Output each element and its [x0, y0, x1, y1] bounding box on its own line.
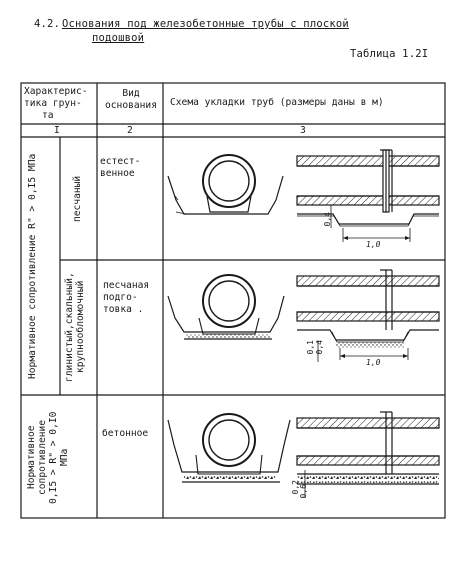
group1-label: Нормативное сопротивление R" > 0,I5 МПа — [27, 153, 38, 379]
row1-width-dim: 1,0 — [366, 240, 381, 249]
table-label: Таблица 1.2I — [350, 48, 429, 60]
header-soil-characteristic: Характерис- тика грун- та — [24, 86, 88, 121]
header-base-type: Вид основания — [105, 88, 157, 111]
column-number-1: I — [54, 125, 60, 136]
group2-label: Нормативное сопротивление 0,I5 > R" > 0,I0 МПа — [26, 411, 70, 504]
row3-base: бетонное — [102, 428, 149, 439]
row2-soil: глинистый,скальный, крупнообломочный — [64, 272, 86, 382]
row2-base: песчаная подго- товка . — [103, 280, 150, 315]
row1-drawing — [168, 150, 439, 242]
header-scheme: Схема укладки труб (размеры даны в м) — [170, 97, 384, 108]
section-title-line2: подошвой — [92, 32, 145, 44]
section-title-line1: Основания под железобетонные трубы с плоской — [62, 18, 349, 30]
row1-soil: песчаный — [72, 175, 83, 223]
section-number: 4.2. — [34, 18, 61, 30]
row3-depth-dim: 0,2 — [291, 480, 300, 495]
row2-depth-dim: 0,1 — [306, 340, 315, 355]
row3-depth2-dim: 0,6 — [299, 484, 308, 499]
row2-depth2-dim: 0,4 — [315, 340, 324, 355]
row2-drawing — [168, 270, 439, 362]
row1-depth-dim: 0,4 — [323, 212, 332, 227]
row2-width-dim: 1,0 — [366, 358, 381, 367]
column-number-3: 3 — [300, 125, 306, 136]
row1-base: естест- венное — [100, 156, 141, 179]
column-number-2: 2 — [127, 125, 133, 136]
